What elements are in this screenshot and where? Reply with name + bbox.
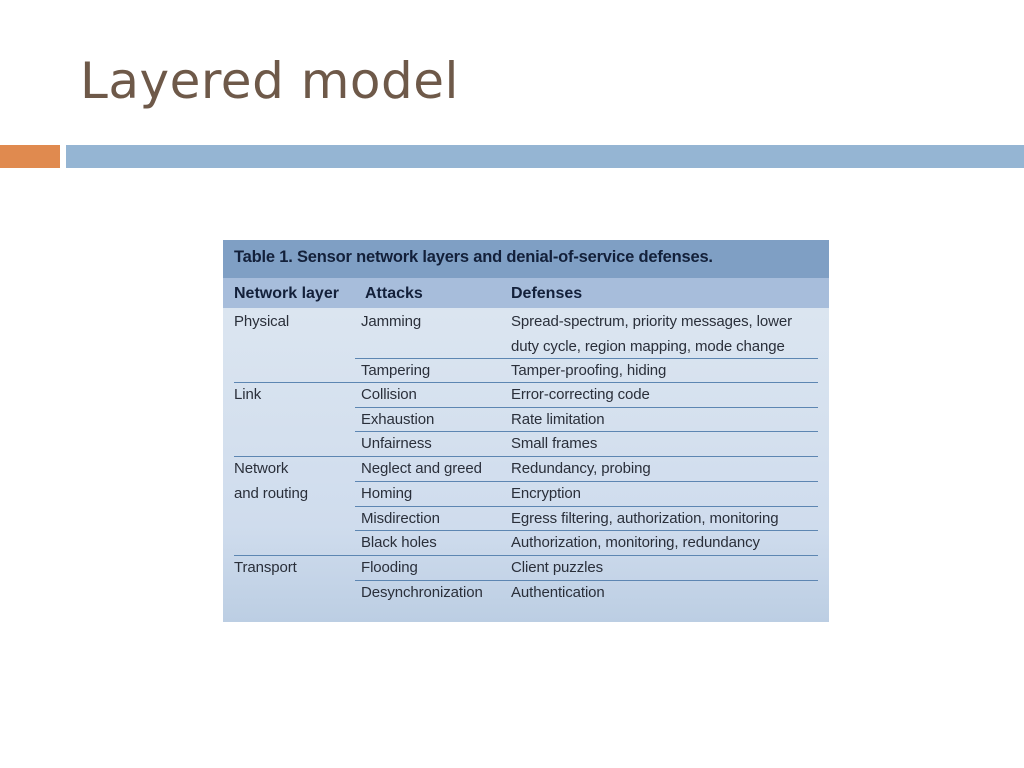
defense-cell: Spread-spectrum, priority messages, lower — [511, 313, 793, 330]
defense-cell: Authentication — [511, 584, 605, 601]
defense-cell: Encryption — [511, 485, 581, 502]
layer-transport: Transport — [234, 559, 297, 576]
header-defenses: Defenses — [511, 285, 583, 302]
row-divider — [355, 407, 818, 408]
row-divider — [355, 580, 818, 581]
attack-cell: Flooding — [361, 559, 418, 576]
table-header-row — [223, 278, 829, 308]
defense-cell: Rate limitation — [511, 411, 605, 428]
header-network-layer: Network layer — [234, 285, 339, 302]
attack-cell: Unfairness — [361, 435, 432, 452]
attack-cell: Exhaustion — [361, 411, 435, 428]
layer-network: Network — [234, 460, 289, 477]
layer-link: Link — [234, 386, 262, 403]
row-divider — [355, 358, 818, 359]
attack-cell: Homing — [361, 485, 413, 502]
attack-cell: Desynchronization — [361, 584, 483, 601]
attack-cell: Jamming — [361, 313, 422, 330]
row-divider — [355, 506, 818, 507]
accent-bar-blue — [66, 145, 1024, 168]
attack-cell: Misdirection — [361, 510, 440, 527]
attack-cell: Collision — [361, 386, 417, 403]
defense-cell-continued: duty cycle, region mapping, mode change — [511, 338, 785, 355]
defense-cell: Authorization, monitoring, redundancy — [511, 534, 760, 551]
page-title: Layered model — [80, 52, 459, 110]
row-divider — [355, 431, 818, 432]
layer-physical: Physical — [234, 313, 290, 330]
group-divider — [234, 382, 818, 383]
group-divider — [234, 555, 818, 556]
row-divider — [355, 481, 818, 482]
layer-network-continued: and routing — [234, 485, 308, 502]
defense-cell: Egress filtering, authorization, monitoring — [511, 510, 779, 527]
accent-bar-orange — [0, 145, 60, 168]
group-divider — [234, 456, 818, 457]
header-attacks: Attacks — [365, 285, 423, 302]
defense-cell: Redundancy, probing — [511, 460, 651, 477]
defense-cell: Error-correcting code — [511, 386, 650, 403]
defense-cell: Small frames — [511, 435, 598, 452]
defense-cell: Client puzzles — [511, 559, 603, 576]
defense-cell: Tamper-proofing, hiding — [511, 362, 667, 379]
attack-cell: Tampering — [361, 362, 431, 379]
row-divider — [355, 530, 818, 531]
table-figure — [223, 240, 829, 622]
table-caption: Table 1. Sensor network layers and denial-of-service defenses. — [223, 240, 829, 278]
attack-cell: Black holes — [361, 534, 437, 551]
attack-cell: Neglect and greed — [361, 460, 482, 477]
